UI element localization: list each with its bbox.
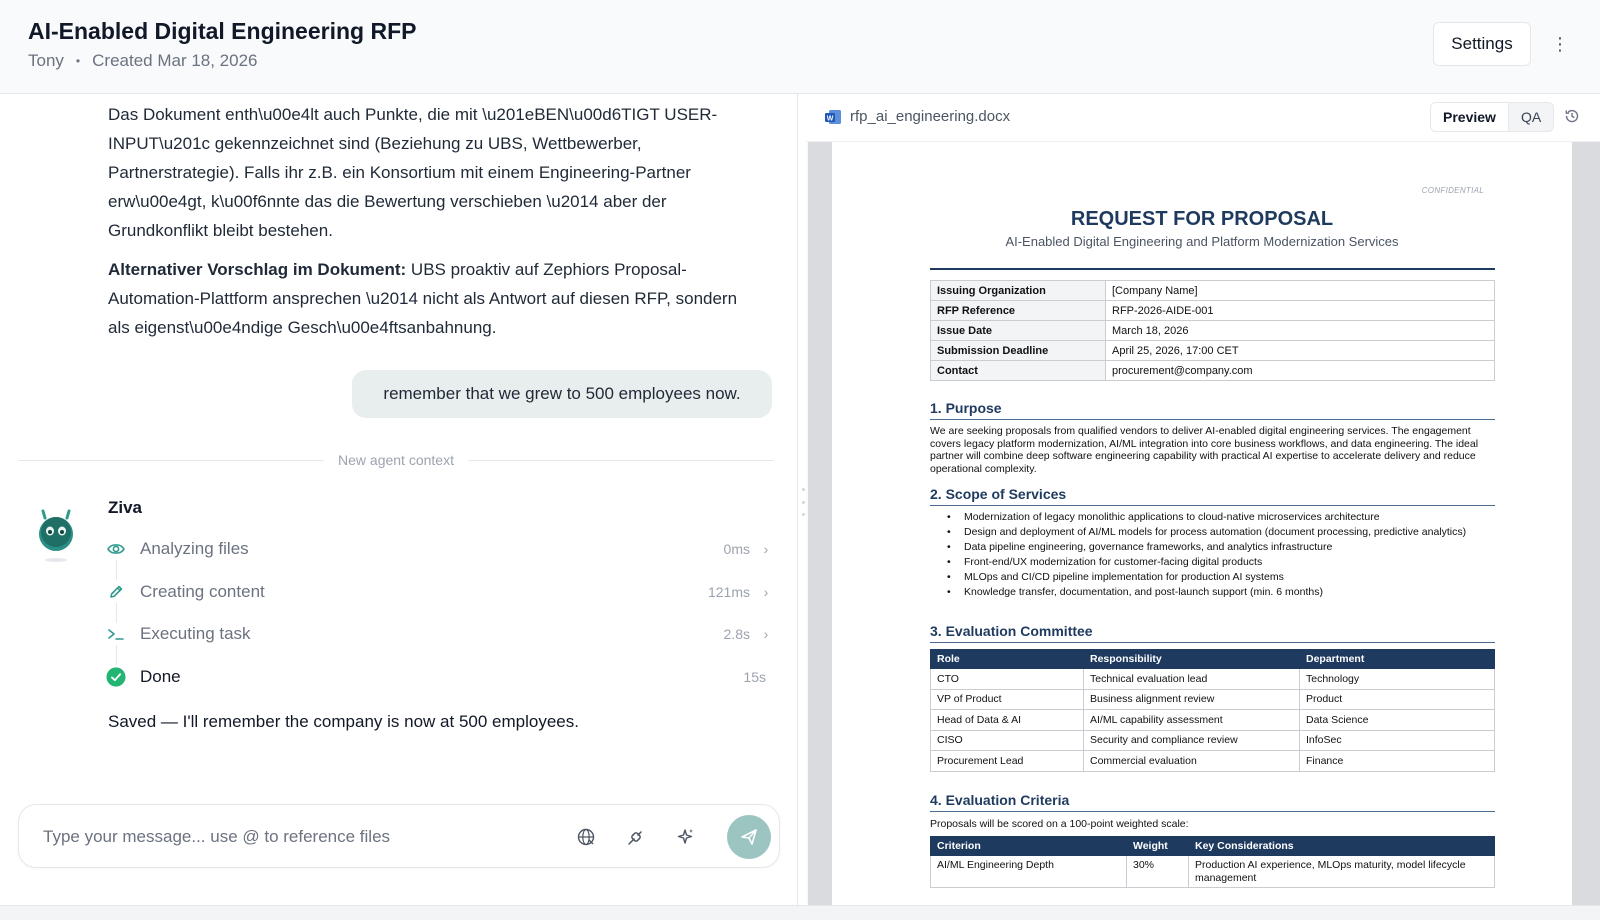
message-paragraph: Das Dokument enth\u00e4lt auch Punkte, die mit \u201eBEN\u00d6TIGT USER-INPUT\u201c gekennzeichnet sind (Beziehung zu UBS, Wettbewerber, Partnerstrategie). Falls ihr z.B. ein Konsortium mit einem Engineering-Partner erw\u00e4gt, k\u00f6nnte das die Bewertung verschieben \u2014 aber der Grundkonflikt bleibt bestehen. [108,105,718,240]
chevron-right-icon[interactable]: › [763,541,769,558]
table-cell: Data Science [1300,710,1495,731]
step-analyzing-files[interactable] [106,528,774,571]
send-icon [739,827,759,847]
section-heading-committee: 3. Evaluation Committee [930,623,1093,639]
table-cell: VP of Product [931,689,1084,710]
paragraph-rest: UBS proaktiv auf Zephiors Proposal-Automation-Plattform ansprechen \u2014 nicht als Antwort auf diesen RFP, sondern als eigenst\u00e4ndige Gesch\u00e4ftsanbahnung. [108,260,738,337]
info-value: April 25, 2026, 17:00 CET [1106,341,1495,361]
table-cell: Business alignment review [1084,689,1300,710]
table-row [931,669,1495,690]
robot-avatar-icon [30,504,82,564]
table-cell: Technology [1300,669,1495,690]
check-circle-icon [106,667,126,687]
table-cell: CTO [931,669,1084,690]
page-header [0,0,1600,94]
document-title: REQUEST FOR PROPOSAL [1070,208,1334,230]
table-cell: Technical evaluation lead [1084,669,1300,690]
eye-icon [106,539,126,559]
step-done [106,656,774,699]
column-header: Responsibility [1084,650,1300,669]
more-options-button[interactable]: ⋮ [1548,30,1572,58]
info-value: March 18, 2026 [1106,321,1495,341]
table-cell: Finance [1300,751,1495,772]
table-cell: AI/ML capability assessment [1084,710,1300,731]
section-rule [930,642,1495,643]
column-header: Key Considerations [1189,837,1495,856]
table-row [931,856,1495,888]
globe-icon[interactable] [572,823,600,851]
sparkle-icon[interactable] [672,823,700,851]
table-row [931,751,1495,772]
list-item: • Design and deployment of AI/ML models for process automation (document processing, predictive analytics) [930,526,1495,539]
info-key: Issuing Organization [931,281,1106,301]
step-label: Executing task [140,624,251,644]
message-paragraph [108,255,758,342]
column-header: Weight [1127,837,1189,856]
step-label: Creating content [140,581,265,601]
table-cell: Head of Data & AI [931,710,1084,731]
table-header-row [931,650,1495,669]
step-creating-content[interactable] [106,571,774,614]
tab-qa[interactable]: QA [1520,109,1542,125]
info-key: RFP Reference [931,301,1106,321]
agent-name: Ziva [108,498,143,517]
context-divider [18,450,774,470]
step-duration: 2.8s [723,626,750,643]
section-heading-purpose: 1. Purpose [930,400,1002,416]
info-value: RFP-2026-AIDE-001 [1106,301,1495,321]
table-cell: Production AI experience, MLOps maturity, model lifecycle management [1189,856,1495,888]
message-composer [18,804,780,868]
divider-line [18,460,324,461]
divider-line [468,460,774,461]
table-row [931,321,1495,341]
list-item: • MLOps and CI/CD pipeline implementation for production AI systems [930,571,1495,584]
column-header: Criterion [931,837,1127,856]
agent-avatar [30,504,82,564]
table-cell: 30% [1127,856,1189,888]
settings-button[interactable]: Settings [1433,22,1531,66]
agent-reply: Saved — I'll remember the company is now at 500 employees. [108,712,579,731]
section-rule [930,419,1495,420]
table-cell: CISO [931,730,1084,751]
table-cell: InfoSec [1300,730,1495,751]
panel-resize-handle[interactable] [801,488,805,516]
rfp-info-table [930,280,1495,381]
table-row [931,301,1495,321]
title-rule [930,268,1495,270]
column-header: Role [931,650,1084,669]
column-header: Department [1300,650,1495,669]
user-message-bubble: remember that we grew to 500 employees now. [352,370,772,418]
table-row [931,281,1495,301]
terminal-icon [106,624,126,644]
document-panel [806,94,1600,905]
confidential-label: CONFIDENTIAL [1421,186,1484,195]
author-name: Tony [28,51,64,70]
page-title: AI-Enabled Digital Engineering RFP [28,18,417,44]
step-executing-task[interactable] [106,613,774,656]
plug-icon[interactable] [622,823,650,851]
info-key: Submission Deadline [931,341,1106,361]
view-tabs [1430,102,1554,132]
tab-preview[interactable]: Preview [1431,103,1509,131]
purpose-text: We are seeking proposals from qualified vendors to deliver AI-enabled digital engineering services. The engagement covers legacy platform modernization, AI/ML integration into core business workflows, and data engineering. The ideal partner will combine deep software engineering capability with practical AI expertise to accelerate delivery and reduce operational complexity. [930,425,1479,475]
send-button[interactable] [727,815,771,859]
section-rule [930,505,1495,506]
svg-text:W: W [826,115,834,123]
criteria-table [930,836,1495,888]
table-row [931,689,1495,710]
list-item: • Modernization of legacy monolithic applications to cloud-native microservices architecture [930,511,1495,524]
divider-label: New agent context [338,452,454,468]
table-cell: Security and compliance review [1084,730,1300,751]
step-duration: 15s [743,668,766,685]
agent-steps [106,528,774,698]
table-cell: AI/ML Engineering Depth [931,856,1127,888]
message-input[interactable] [43,823,563,851]
scope-list [930,511,1495,602]
word-file-icon [824,108,842,126]
table-row [931,710,1495,731]
info-key: Contact [931,361,1106,381]
page-meta [28,51,258,71]
table-cell: Product [1300,689,1495,710]
chevron-right-icon[interactable]: › [763,583,769,600]
section-heading-criteria: 4. Evaluation Criteria [930,792,1070,808]
info-value: [Company Name] [1106,281,1495,301]
chevron-right-icon[interactable]: › [763,626,769,643]
created-date: Created Mar 18, 2026 [92,51,258,70]
info-value: procurement@company.com [1106,361,1495,381]
meta-separator: • [75,54,81,68]
document-viewport[interactable] [808,142,1600,905]
step-label: Analyzing files [140,539,249,559]
pencil-icon [106,582,126,602]
table-row [931,341,1495,361]
document-page [832,142,1572,905]
list-item: • Knowledge transfer, documentation, and post-launch support (min. 6 months) [930,586,1495,599]
table-header-row [931,837,1495,856]
bold-lead: Alternativer Vorschlag im Dokument: [108,260,407,279]
table-cell: Procurement Lead [931,751,1084,772]
file-name: rfp_ai_engineering.docx [850,108,1011,125]
history-icon[interactable] [1564,108,1582,126]
chat-panel [0,94,798,905]
document-toolbar [806,94,1600,142]
table-row [931,730,1495,751]
list-item: • Data pipeline engineering, governance frameworks, and analytics infrastructure [930,541,1495,554]
table-cell: Commercial evaluation [1084,751,1300,772]
step-label: Done [140,666,181,686]
status-bar [0,905,1600,920]
info-key: Issue Date [931,321,1106,341]
table-row [931,361,1495,381]
section-heading-scope: 2. Scope of Services [930,486,1067,502]
criteria-intro: Proposals will be scored on a 100-point weighted scale: [930,818,1189,830]
list-item: • Front-end/UX modernization for customer-facing digital products [930,556,1495,569]
document-subtitle: AI-Enabled Digital Engineering and Platform Modernization Services [1005,234,1399,249]
committee-table [930,649,1495,772]
step-duration: 0ms [723,541,750,558]
section-rule [930,811,1495,812]
assistant-previous-message [108,100,758,352]
step-duration: 121ms [707,583,750,600]
